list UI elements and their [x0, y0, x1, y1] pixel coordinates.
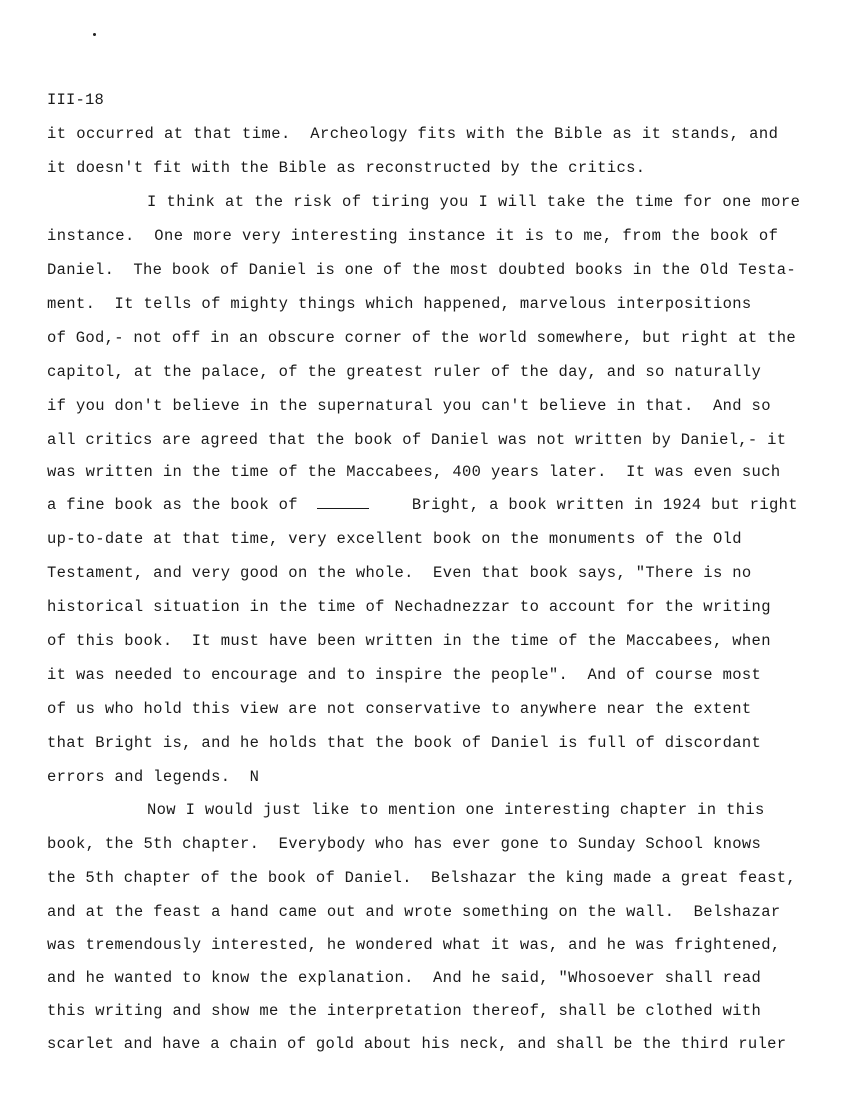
- text-fragment: a fine book as the book of: [47, 496, 298, 514]
- text-line: it occurred at that time. Archeology fits with the Bible as it stands, and: [47, 125, 779, 143]
- text-line: that Bright is, and he holds that the book of Daniel is full of discordant: [47, 734, 762, 752]
- text-line: and he wanted to know the explanation. And he said, "Whosoever shall read: [47, 969, 762, 987]
- page-number: III-18: [47, 91, 105, 109]
- text-line: historical situation in the time of Nechadnezzar to account for the writing: [47, 598, 771, 616]
- text-line: book, the 5th chapter. Everybody who has ever gone to Sunday School knows: [47, 835, 762, 853]
- text-line: all critics are agreed that the book of Daniel was not written by Daniel,- it: [47, 431, 787, 449]
- text-line: ment. It tells of mighty things which happened, marvelous interpositions: [47, 295, 752, 313]
- blank-underline: [317, 496, 369, 509]
- text-line: was written in the time of the Maccabees, 400 years later. It was even such: [47, 463, 781, 481]
- text-line: the 5th chapter of the book of Daniel. Belshazar the king made a great feast,: [47, 869, 796, 887]
- text-line-with-blank: [47, 495, 798, 515]
- text-line: of this book. It must have been written in the time of the Maccabees, when: [47, 632, 771, 650]
- paper-speck: [93, 33, 96, 36]
- text-line: instance. One more very interesting instance it is to me, from the book of: [47, 227, 779, 245]
- text-line: Daniel. The book of Daniel is one of the most doubted books in the Old Testa-: [47, 261, 796, 279]
- text-line: if you don't believe in the supernatural you can't believe in that. And so: [47, 397, 771, 415]
- text-line: it doesn't fit with the Bible as reconstructed by the critics.: [47, 159, 646, 177]
- text-line: I think at the risk of tiring you I will take the time for one more: [147, 193, 801, 211]
- text-line: up-to-date at that time, very excellent book on the monuments of the Old: [47, 530, 742, 548]
- text-line: Now I would just like to mention one interesting chapter in this: [147, 801, 765, 819]
- text-line: Testament, and very good on the whole. Even that book says, "There is no: [47, 564, 752, 582]
- text-fragment: Bright, a book written in 1924 but right: [411, 496, 798, 514]
- text-line: of God,- not off in an obscure corner of the world somewhere, but right at the: [47, 329, 796, 347]
- text-line: and at the feast a hand came out and wrote something on the wall. Belshazar: [47, 903, 781, 921]
- text-line: this writing and show me the interpretation thereof, shall be clothed with: [47, 1002, 762, 1020]
- text-line: was tremendously interested, he wondered what it was, and he was frightened,: [47, 936, 781, 954]
- text-line: capitol, at the palace, of the greatest ruler of the day, and so naturally: [47, 363, 762, 381]
- text-line: scarlet and have a chain of gold about his neck, and shall be the third ruler: [47, 1035, 787, 1053]
- text-line: of us who hold this view are not conservative to anywhere near the extent: [47, 700, 752, 718]
- text-line: it was needed to encourage and to inspire the people". And of course most: [47, 666, 762, 684]
- text-line: errors and legends. N: [47, 768, 260, 786]
